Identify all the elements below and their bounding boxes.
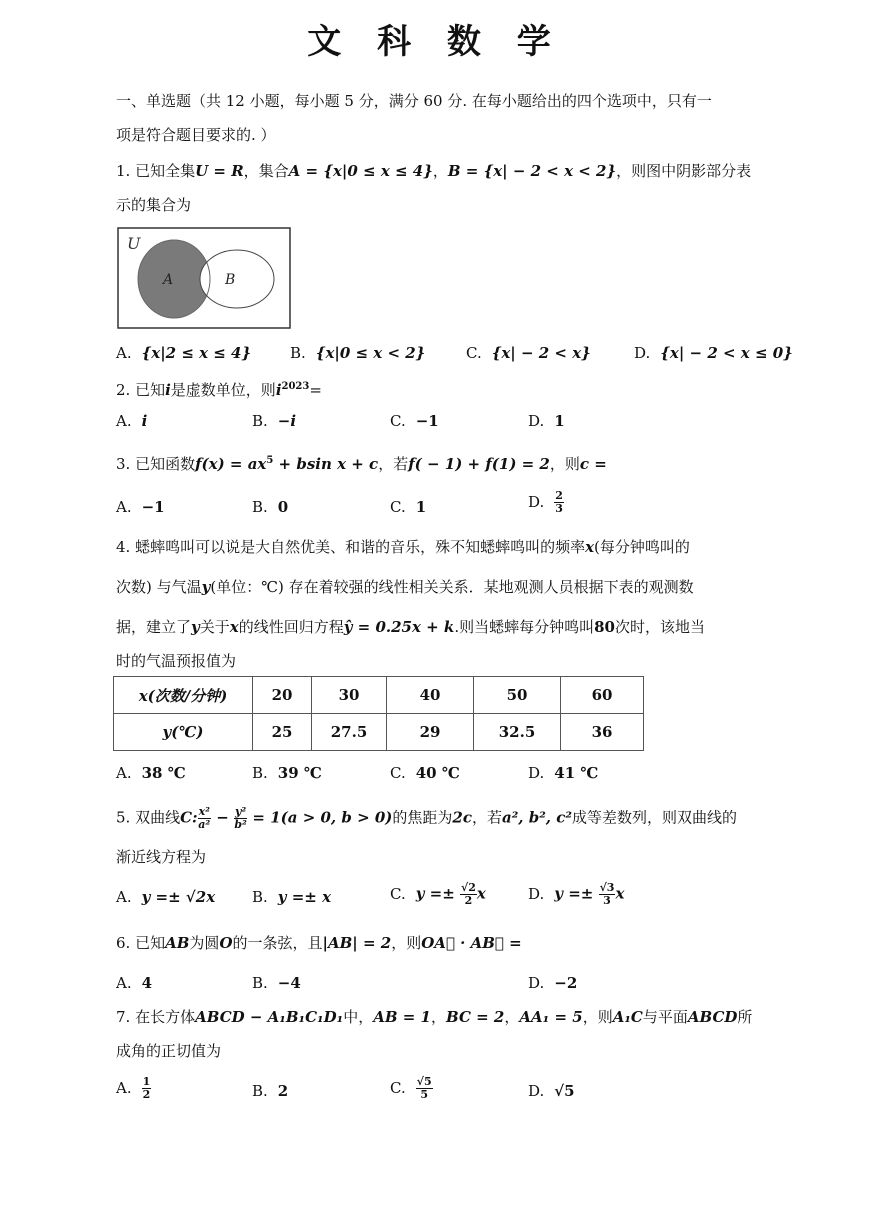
q5-math-c: C: [180,808,198,827]
q1-text: ， [432,162,448,180]
q1-text: 1. 已知全集 [116,162,196,180]
q4-text: 的线性回归方程 [238,618,344,636]
q6-text: 6. 已知 [116,934,166,952]
q4-line4: 时的气温预报值为 [116,652,237,670]
q7-text: 所 [737,1008,753,1026]
venn-label-a: A [163,272,174,288]
option-text: 38 ℃ [141,764,186,782]
fraction-denominator: 3 [555,502,563,515]
observation-table [113,676,644,751]
q7-option-d[interactable] [528,1080,575,1102]
fraction-denominator: 2 [464,894,473,907]
option-text: −i [277,412,297,430]
q7-math-abcd: ABCD [687,1008,738,1026]
q4-option-b[interactable] [252,762,322,784]
q7-text: 中， [343,1008,374,1026]
option-label: D. [528,884,545,903]
table-row [114,714,644,751]
table-cell: 20 [253,677,312,714]
option-label: D. [634,344,651,362]
q1-math-u: U = R [195,162,244,180]
q5-line2: 渐近线方程为 [116,848,207,866]
q4-math-y: y [201,578,211,596]
q4-text: .则当蟋蟀每分钟鸣叫 [454,618,595,636]
q1-math-a: A = {x|0 ≤ x ≤ 4} [288,162,433,180]
q7-option-b[interactable] [252,1080,288,1102]
option-label: A. [116,344,132,362]
table-cell-text: x(次数/分钟) [138,686,228,705]
q7-math-ac: A₁C [612,1008,643,1026]
option-text: 40 ℃ [415,764,460,782]
q6-option-b[interactable] [252,972,301,994]
q2-math-base: i [275,381,282,399]
option-label: B. [252,1082,268,1100]
q5-fraction-y [234,806,247,831]
q4-text: 4. 蟋蟀鸣叫可以说是大自然优美、和谐的音乐，殊不知蟋蟀鸣叫的频率 [116,538,586,556]
q2-option-d[interactable] [528,410,565,432]
option-label: A. [116,498,132,516]
page-title: 文 科 数 学 [307,22,563,62]
venn-diagram [117,227,291,329]
table-cell: 30 [312,677,387,714]
option-label: A. [116,1078,132,1097]
table-cell-text: y(℃) [162,723,204,741]
q4-line1 [116,536,690,558]
q3-text: 3. 已知函数 [116,455,196,473]
section-header-line2: 项是符合题目要求的. ） [116,126,276,144]
q5-option-a[interactable] [116,886,215,908]
option-text: 1 [415,498,427,516]
q5-option-d[interactable] [528,882,624,907]
option-label: C. [466,344,482,362]
q4-option-c[interactable] [390,762,460,784]
q2-text: = [309,381,322,399]
q7-line1 [116,1006,752,1028]
q6-math-o: O [219,934,233,952]
q5-text: 成等差数列，则双曲线的 [571,808,737,827]
q4-text: 据，建立了 [116,618,192,636]
q5-math-eq: = 1(a > 0, b > 0) [247,808,393,827]
option-text: i [141,412,148,430]
option-text: x [615,884,625,903]
option-label: D. [528,412,545,430]
q4-math-x: x [585,538,595,556]
q7-option-c[interactable] [390,1076,433,1101]
option-text: {x| − 2 < x} [491,344,591,362]
fraction-numerator: √3 [599,881,615,894]
q4-math-x: x [229,618,239,636]
fraction-denominator: 2 [142,1088,151,1101]
q7-text: ， [504,1008,520,1026]
q3-option-c[interactable] [390,496,426,518]
option-label: C. [390,412,406,430]
q3-math-k: c = [579,455,607,473]
q1-option-d[interactable] [634,342,793,364]
option-label: C. [390,884,406,903]
section-header-line1: 一、单选题（共 12 小题，每小题 5 分，满分 60 分. 在每小题给出的四个选项中，只有一 [116,92,712,110]
q2-stem [116,376,322,401]
q4-line3 [116,616,705,638]
q4-math-y: y [191,618,200,636]
q7-text: 与平面 [642,1008,688,1026]
option-fraction [142,1076,152,1101]
fraction-denominator: 5 [420,1088,428,1101]
q2-option-a[interactable] [116,410,147,432]
q4-text: 次时，该地当 [615,618,706,636]
q7-text: ， [431,1008,447,1026]
q1-line2: 示的集合为 [116,196,192,214]
option-label: A. [116,974,132,992]
option-label: A. [116,888,132,906]
q6-stem [116,932,522,954]
q5-stem [116,806,737,831]
option-label: C. [390,764,406,782]
q1-math-b: B = {x| − 2 < x < 2} [447,162,617,180]
q3-math-g: + bsin x + c [273,455,379,473]
option-label: C. [390,1078,406,1097]
option-label: D. [528,1082,545,1100]
table-cell: 29 [387,714,474,751]
table-cell: 60 [561,677,644,714]
option-label: D. [528,974,545,992]
q2-math-exp: 2023 [281,381,310,392]
q1-line1 [116,160,751,182]
option-text: 4 [141,974,153,992]
q1-option-c[interactable] [466,342,591,364]
option-label: D. [528,492,545,511]
fraction-numerator: √2 [461,881,476,894]
q7-math-bc: BC = 2 [446,1008,505,1026]
q1-option-b[interactable] [290,342,425,364]
option-fraction [599,882,616,907]
q4-text: 关于 [199,618,230,636]
fraction-numerator: 1 [142,1075,151,1088]
option-label: C. [390,498,406,516]
q2-text: 是虚数单位，则 [170,381,276,399]
fraction-denominator: a² [198,818,211,831]
table-cell: 36 [561,714,644,751]
table-header-x [114,677,253,714]
option-text: 2 [277,1082,289,1100]
q5-text: 5. 双曲线 [116,808,181,827]
option-text: √5 [554,1082,575,1100]
q2-option-c[interactable] [390,410,439,432]
q5-text: 的焦距为 [392,808,453,827]
q4-math-regression: ŷ = 0.25x + k [343,618,455,636]
option-text: −1 [415,412,439,430]
option-label: B. [252,498,268,516]
q7-text: 7. 在长方体 [116,1008,196,1026]
option-label: D. [528,764,545,782]
option-text: x [476,884,486,903]
table-row [114,677,644,714]
option-text: {x| − 2 < x ≤ 0} [660,344,793,362]
table-cell: 50 [474,677,561,714]
option-fraction [460,882,477,907]
q7-text: ，则 [582,1008,613,1026]
option-text: 39 ℃ [277,764,322,782]
q5-text: ，若 [472,808,503,827]
q1-option-a[interactable] [116,342,251,364]
option-label: A. [116,764,132,782]
option-text: {x|0 ≤ x < 2} [315,344,426,362]
option-label: B. [252,764,268,782]
option-text: y =± [415,884,461,903]
q5-math-2c: 2c [452,808,472,827]
q7-math-ab: AB = 1 [373,1008,431,1026]
fraction-denominator: b² [234,818,247,831]
option-text: {x|2 ≤ x ≤ 4} [141,344,252,362]
q5-math-seq: a², b², c² [502,808,572,827]
q5-option-b[interactable] [252,886,331,908]
option-label: B. [252,974,268,992]
option-label: B. [252,888,268,906]
q5-fraction-x [198,806,211,831]
option-fraction [554,490,564,515]
option-text: y =± √2x [141,888,216,906]
option-label: A. [116,412,132,430]
option-label: B. [290,344,306,362]
table-cell: 25 [253,714,312,751]
q3-stem [116,450,607,475]
q2-option-b[interactable] [252,410,296,432]
option-text: 1 [554,412,565,430]
q3-text: ，若 [378,455,409,473]
q4-option-a[interactable] [116,762,186,784]
option-label: B. [252,412,268,430]
q4-option-d[interactable] [528,762,598,784]
option-text: −2 [554,974,578,992]
q7-math-aa: AA₁ = 5 [519,1008,583,1026]
q7-option-a[interactable] [116,1076,151,1101]
q5-math-minus: − [210,808,234,827]
q1-text: ，则图中阴影部分表 [616,162,752,180]
fraction-denominator: 3 [603,894,611,907]
option-fraction [416,1076,433,1101]
table-header-y [114,714,253,751]
table-cell: 27.5 [312,714,387,751]
q3-text: ，则 [549,455,580,473]
q6-math-ab: AB [165,934,190,952]
q6-option-d[interactable] [528,972,577,994]
q3-math-exp: 5 [266,455,274,466]
q4-math-80: 80 [594,618,615,636]
option-text: y =± x [277,888,332,906]
table-cell: 32.5 [474,714,561,751]
q4-text: (每分钟鸣叫的 [594,538,690,556]
fraction-numerator: y² [234,805,247,818]
table-cell: 40 [387,677,474,714]
q7-math-box: ABCD − A₁B₁C₁D₁ [195,1008,344,1026]
venn-label-b: B [225,272,236,288]
q3-math-f: f(x) = ax [195,455,267,473]
venn-label-u: U [127,234,141,253]
option-text: 0 [277,498,289,516]
q3-option-d[interactable] [528,490,564,515]
q6-text: 为圆 [189,934,220,952]
q6-text: 的一条弦，且 [232,934,323,952]
q3-option-a[interactable] [116,496,165,518]
fraction-numerator: x² [198,805,210,818]
q5-option-c[interactable] [390,882,486,907]
q2-math-i: i [165,381,171,399]
fraction-numerator: 2 [555,489,563,502]
option-text: y =± [554,884,599,903]
option-text: 41 ℃ [554,764,599,782]
option-text: −4 [277,974,301,992]
q3-math-h: f( − 1) + f(1) = 2 [408,455,550,473]
q6-option-a[interactable] [116,972,152,994]
q1-text: ，集合 [243,162,289,180]
option-text: −1 [141,498,165,516]
q3-option-b[interactable] [252,496,288,518]
q6-math-abs: |AB| = 2 [322,934,392,952]
q4-text: (单位：℃) 存在着较强的线性相关关系．某地观测人员根据下表的观测数 [210,578,694,596]
q7-line2: 成角的正切值为 [116,1042,222,1060]
q2-text: 2. 已知 [116,381,166,399]
q6-text: ，则 [391,934,422,952]
q4-text: 次数) 与气温 [116,578,202,596]
fraction-numerator: √5 [416,1075,432,1088]
q4-line2 [116,576,694,598]
q6-math-dot: OA⃗ · AB⃗ = [421,934,522,952]
